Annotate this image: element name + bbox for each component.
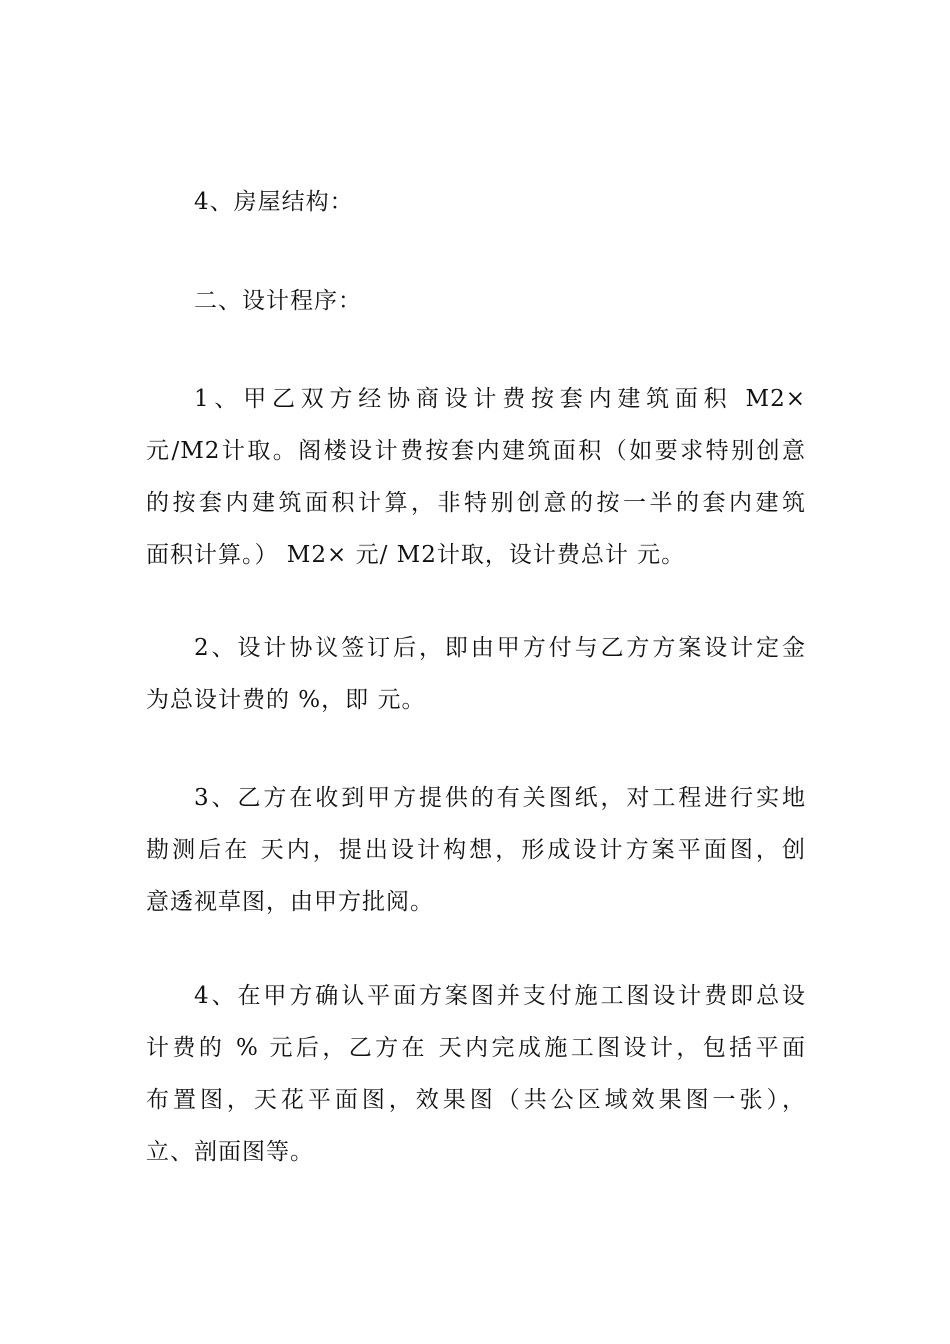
paragraph-house-structure — [146, 176, 806, 228]
text-line: 4、在甲方确认平面方案图并支付施工图设计费即总设 — [194, 983, 806, 1009]
text-line: 意透视草图，由甲方批阅。 — [146, 889, 434, 915]
text-line: 为总设计费的 %，即 元。 — [146, 687, 426, 713]
text-line: 3、乙方在收到甲方提供的有关图纸，对工程进行实地 — [194, 785, 806, 811]
clause-2-deposit — [146, 622, 806, 726]
text-line: 1、甲乙双方经协商设计费按套内建筑面积 M2× — [194, 386, 806, 412]
text-line: 立、剖面图等。 — [146, 1139, 314, 1165]
clause-3-survey — [146, 772, 806, 928]
text-line: 2、设计协议签订后，即由甲方付与乙方方案设计定金 — [194, 635, 806, 661]
clause-4-construction-drawings — [146, 970, 806, 1178]
section-heading-design-procedure — [146, 275, 806, 327]
clause-1-design-fee — [146, 373, 806, 581]
text-line: 4、房屋结构： — [194, 189, 354, 215]
text-line: 面积计算。） M2× 元/ M2计取，设计费总计 元。 — [146, 542, 686, 568]
text-line: 布置图，天花平面图，效果图（共公区域效果图一张）， — [146, 1087, 806, 1113]
text-line: 元/M2计取。阁楼设计费按套内建筑面积（如要求特别创意 — [146, 438, 806, 464]
text-line: 勘测后在 天内，提出设计构想，形成设计方案平面图，创 — [146, 837, 806, 863]
text-line: 的按套内建筑面积计算，非特别创意的按一半的套内建筑 — [146, 490, 806, 516]
text-line: 二、设计程序： — [194, 288, 362, 314]
text-line: 计费的 % 元后，乙方在 天内完成施工图设计，包括平面 — [146, 1035, 806, 1061]
